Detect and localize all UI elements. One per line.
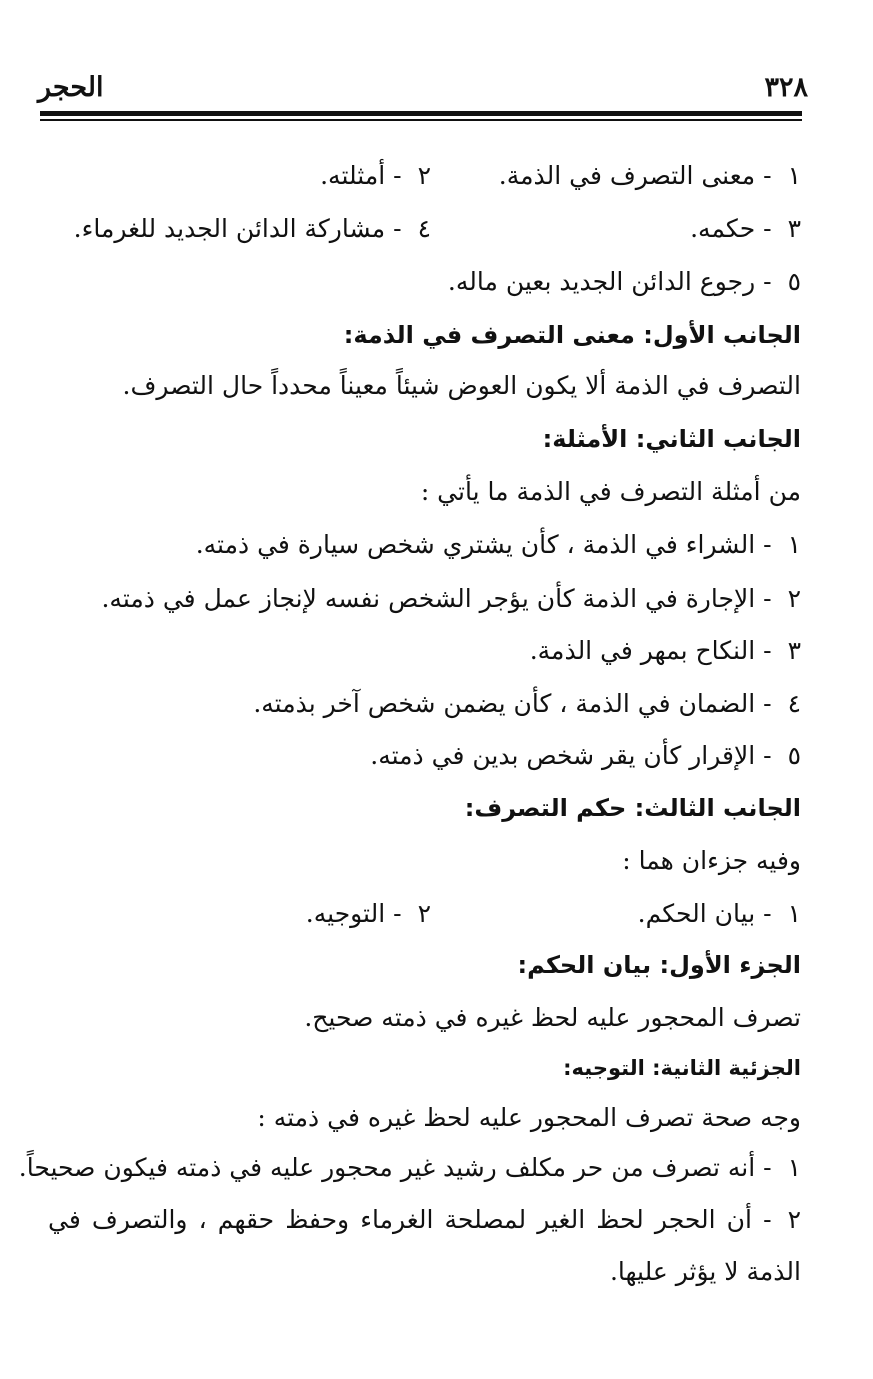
- sub2-heading: الجزئية الثانية: التوجيه:: [563, 1056, 801, 1080]
- example-item-1: ١- الشراء في الذمة ، كأن يشتري شخص سيارة في ذمته.: [195, 530, 801, 559]
- reason-item-1: ١- أنه تصرف من حر مكلف رشيد غير محجور عليه في ذمته فيكون صحيحاً.: [18, 1153, 801, 1182]
- example-item-4: ٤- الضمان في الذمة ، كأن يضمن شخص آخر بذمته.: [253, 689, 801, 718]
- example-item-5: ٥- الإقرار كأن يقر شخص بدين في ذمته.: [370, 741, 801, 770]
- part-item-2: ٢- التوجيه.: [305, 899, 431, 928]
- aspect1-text: التصرف في الذمة ألا يكون العوض شيئاً معيناً محدداً حال التصرف.: [122, 371, 801, 400]
- aspect3-heading: الجانب الثالث: حكم التصرف:: [464, 794, 801, 822]
- overview-row-2: [40, 203, 801, 255]
- overview-item-4: ٤- مشاركة الدائن الجديد للغرماء.: [73, 214, 431, 243]
- header-rule-thick: [40, 111, 802, 116]
- overview-row-1: [40, 150, 801, 202]
- aspect1-heading: الجانب الأول: معنى التصرف في الذمة:: [343, 321, 801, 349]
- aspect2-heading: الجانب الثاني: الأمثلة:: [542, 425, 801, 453]
- header-rule-thin: [40, 119, 802, 121]
- overview-item-1: ١- معنى التصرف في الذمة.: [498, 161, 801, 190]
- overview-item-3: ٣- حكمه.: [690, 214, 801, 243]
- part-item-1: ١- بيان الحكم.: [637, 899, 801, 928]
- example-item-2: ٢- الإجارة في الذمة كأن يؤجر الشخص نفسه لإنجاز عمل في ذمته.: [101, 584, 801, 613]
- sub2-intro: وجه صحة تصرف المحجور عليه لحظ غيره في ذمته :: [257, 1103, 801, 1132]
- reason-item-2-continuation: الذمة لا يؤثر عليها.: [609, 1257, 801, 1286]
- aspect2-intro: من أمثلة التصرف في الذمة ما يأتي :: [420, 477, 801, 506]
- overview-item-2: ٢- أمثلته.: [320, 161, 431, 190]
- sub1-text: تصرف المحجور عليه لحظ غيره في ذمته صحيح.: [304, 1003, 801, 1032]
- reason-item-2: ٢- أن الحجر لحظ الغير لمصلحة الغرماء وحفظ حقهم ، والتصرف في: [48, 1205, 801, 1234]
- chapter-title: الحجر: [38, 72, 104, 103]
- aspect3-intro: وفيه جزءان هما :: [622, 846, 801, 875]
- aspect3-parts-row: [40, 888, 801, 940]
- example-item-3: ٣- النكاح بمهر في الذمة.: [529, 636, 801, 665]
- page-number: ٣٢٨: [764, 72, 808, 103]
- overview-item-5: ٥- رجوع الدائن الجديد بعين ماله.: [447, 267, 801, 296]
- sub1-heading: الجزء الأول: بيان الحكم:: [517, 951, 801, 979]
